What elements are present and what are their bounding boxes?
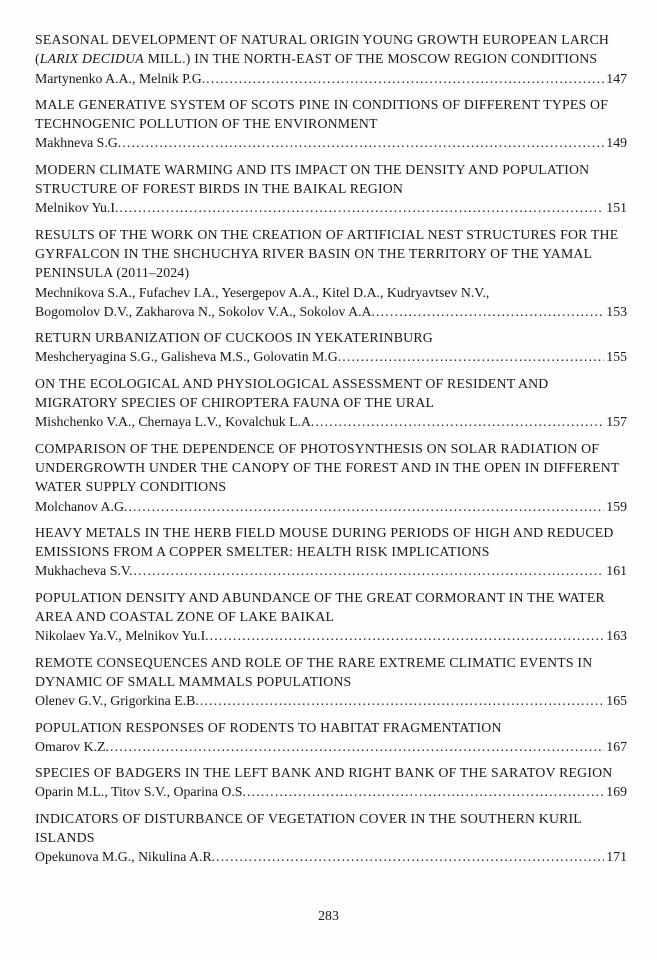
entry-authors: Bogomolov D.V., Zakharova N., Sokolov V.A., Sokolov A.A.: [35, 303, 375, 319]
toc-entry: [35, 439, 627, 516]
toc-list: [35, 30, 627, 867]
entry-page-number: 171: [606, 849, 627, 865]
entry-authors: Olenev G.V., Grigorkina E.B.: [35, 693, 199, 709]
entry-title: HEAVY METALS IN THE HERB FIELD MOUSE DURING PERIODS OF HIGH AND REDUCED EMISSIONS FROM A COPPER SMELTER: HEALTH RISK IMPLICATIONS: [35, 524, 614, 560]
entry-title: POPULATION DENSITY AND ABUNDANCE OF THE GREAT CORMORANT IN THE WATER AREA AND COASTAL ZONE OF LAKE BAIKAL: [35, 589, 605, 625]
toc-entry: [35, 30, 627, 88]
dot-leader: [119, 198, 604, 217]
entry-page-number: 155: [606, 349, 627, 365]
entry-page-number: 159: [606, 498, 627, 514]
entry-authors-line: [35, 847, 627, 866]
entry-page-number: 161: [606, 563, 627, 579]
entry-authors: Meshcheryagina S.G., Galisheva M.S., Golovatin M.G.: [35, 349, 342, 365]
entry-authors: Omarov K.Z.: [35, 738, 109, 754]
toc-entry: [35, 160, 627, 218]
entry-authors-line: [35, 69, 627, 88]
toc-entry: [35, 809, 627, 867]
entry-title: INDICATORS OF DISTURBANCE OF VEGETATION COVER IN THE SOUTHERN KURIL ISLANDS: [35, 810, 582, 845]
entry-authors: Nikolaev Ya.V., Melnikov Yu.I.: [35, 628, 209, 644]
entry-page-number: 153: [606, 303, 627, 319]
entry-authors-continued: Mechnikova S.A., Fufachev I.A., Yesergepov A.A., Kitel D.A., Kudryavtsev N.V.,: [35, 284, 490, 300]
entry-authors-line: [35, 347, 627, 366]
entry-title: SEASONAL DEVELOPMENT OF NATURAL ORIGIN YOUNG GROWTH EUROPEAN LARCH (LARIX DECIDUA MILL.) IN THE NORTH-EAST OF THE MOSCOW REGION CONDITIONS: [35, 32, 610, 67]
entry-authors: Mishchenko V.A., Chernaya L.V., Kovalchuk L.A.: [35, 414, 315, 430]
dot-leader: [315, 412, 604, 431]
entry-authors-line: [35, 412, 627, 431]
dot-leader: [376, 302, 604, 321]
toc-entry: [35, 328, 627, 367]
dot-leader: [342, 347, 604, 366]
entry-authors: Melnikov Yu.I.: [35, 200, 119, 216]
entry-authors: Molchanov A.G.: [35, 498, 128, 514]
entry-authors: Opekunova M.G., Nikulina A.R.: [35, 849, 216, 865]
entry-authors-line: [35, 626, 627, 645]
entry-page-number: 147: [606, 70, 627, 86]
entry-authors: Oparin M.L., Titov S.V., Oparina O.S.: [35, 784, 246, 800]
dot-leader: [128, 497, 604, 516]
entry-authors-line: [35, 302, 627, 321]
entry-page-number: 163: [606, 628, 627, 644]
dot-leader: [133, 561, 604, 580]
dot-leader: [110, 737, 604, 756]
toc-entry: [35, 763, 627, 802]
dot-leader: [206, 69, 604, 88]
entry-title: SPECIES OF BADGERS IN THE LEFT BANK AND RIGHT BANK OF THE SARATOV REGION: [35, 765, 613, 781]
entry-authors: Makhneva S.G.: [35, 135, 122, 151]
toc-entry: [35, 374, 627, 432]
entry-title: POPULATION RESPONSES OF RODENTS TO HABITAT FRAGMENTATION: [35, 719, 502, 735]
toc-entry: [35, 225, 627, 321]
dot-leader: [216, 847, 604, 866]
entry-authors-line: [35, 561, 627, 580]
entry-authors-line: [35, 497, 627, 516]
toc-entry: [35, 653, 627, 711]
footer-page-number: 283: [318, 908, 339, 923]
entry-authors-line: [35, 198, 627, 217]
toc-entry: [35, 718, 627, 757]
entry-authors-line: [35, 691, 627, 710]
entry-title: RETURN URBANIZATION OF CUCKOOS IN YEKATERINBURG: [35, 330, 433, 346]
entry-title: REMOTE CONSEQUENCES AND ROLE OF THE RARE EXTREME CLIMATIC EVENTS IN DYNAMIC OF SMALL MAMMALS POPULATIONS: [35, 654, 593, 689]
entry-title: RESULTS OF THE WORK ON THE CREATION OF ARTIFICIAL NEST STRUCTURES FOR THE GYRFALCON IN THE SHCHUCHYA RIVER BASIN ON THE TERRITORY OF THE YAMAL PENINSULA (2011–2024): [35, 226, 619, 281]
toc-entry: [35, 588, 627, 646]
entry-page-number: 169: [606, 784, 627, 800]
entry-title: ON THE ECOLOGICAL AND PHYSIOLOGICAL ASSESSMENT OF RESIDENT AND MIGRATORY SPECIES OF CHIROPTERA FAUNA OF THE URAL: [35, 375, 549, 411]
entry-title: MALE GENERATIVE SYSTEM OF SCOTS PINE IN CONDITIONS OF DIFFERENT TYPES OF TECHNOGENIC POLLUTION OF THE ENVIRONMENT: [35, 96, 609, 132]
entry-authors-line: [35, 782, 627, 801]
entry-authors-line: [35, 737, 627, 756]
entry-page-number: 149: [606, 135, 627, 151]
entry-authors-line: [35, 133, 627, 152]
entry-title: COMPARISON OF THE DEPENDENCE OF PHOTOSYNTHESIS ON SOLAR RADIATION OF UNDERGROWTH UNDER THE CANOPY OF THE FOREST AND IN THE OPEN IN DIFFERENT WATER SUPPLY CONDITIONS: [35, 440, 620, 495]
entry-authors: Mukhacheva S.V.: [35, 563, 133, 579]
dot-leader: [247, 782, 604, 801]
entry-page-number: 165: [606, 693, 627, 709]
entry-title: MODERN CLIMATE WARMING AND ITS IMPACT ON THE DENSITY AND POPULATION STRUCTURE OF FOREST BIRDS IN THE BAIKAL REGION: [35, 161, 590, 197]
dot-leader: [210, 626, 605, 645]
toc-entry: [35, 523, 627, 581]
entry-page-number: 167: [606, 738, 627, 754]
dot-leader: [200, 691, 605, 710]
toc-entry: [35, 95, 627, 153]
entry-page-number: 151: [606, 200, 627, 216]
dot-leader: [122, 133, 604, 152]
entry-page-number: 157: [606, 414, 627, 430]
entry-authors: Martynenko A.A., Melnik P.G.: [35, 70, 206, 86]
